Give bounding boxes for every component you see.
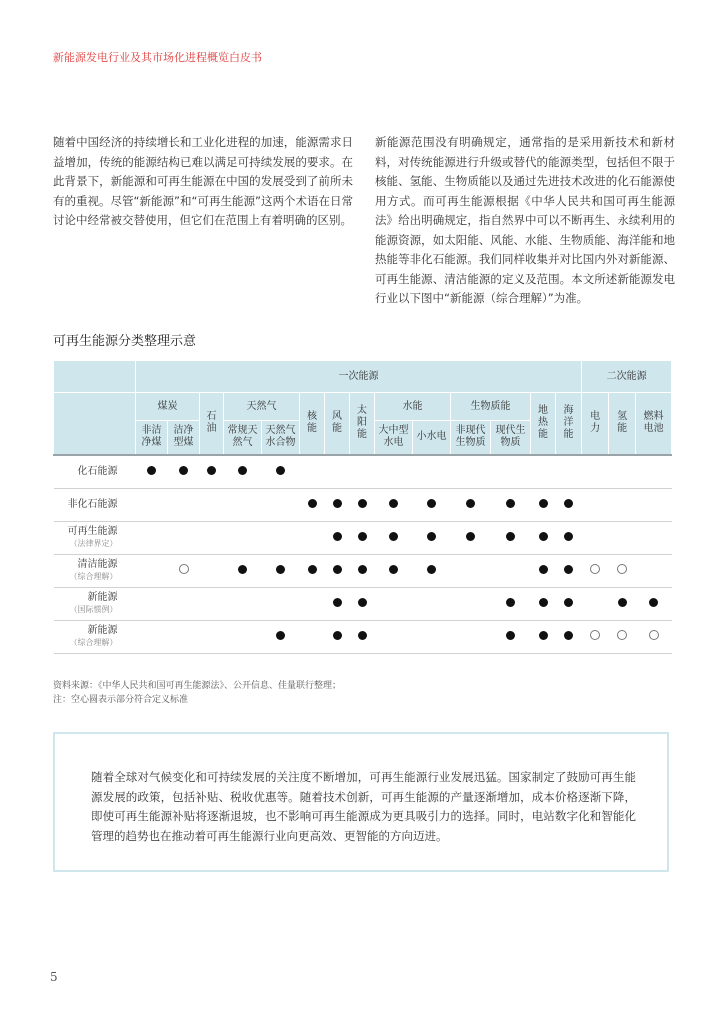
document-header-title: 新能源发电行业及其市场化进程概览白皮书 bbox=[53, 51, 262, 64]
table-cell bbox=[325, 455, 350, 489]
table-cell bbox=[200, 455, 224, 489]
callout-box bbox=[53, 732, 669, 872]
filled-circle-icon bbox=[333, 532, 342, 541]
table-row bbox=[54, 554, 672, 587]
table-cell bbox=[451, 455, 491, 489]
table-cell bbox=[609, 554, 636, 587]
row-label-text: 清洁能源 bbox=[77, 558, 118, 570]
filled-circle-icon bbox=[539, 565, 548, 574]
category-solar: 太阳能 bbox=[350, 393, 375, 455]
sub-large-hydro: 大中型水电 bbox=[375, 421, 413, 455]
filled-circle-icon bbox=[276, 565, 285, 574]
filled-circle-icon bbox=[358, 631, 367, 640]
category-hydrogen: 氢能 bbox=[609, 393, 636, 455]
table-cell bbox=[491, 554, 531, 587]
header-corner bbox=[54, 361, 136, 393]
filled-circle-icon bbox=[358, 598, 367, 607]
table-cell bbox=[136, 587, 168, 620]
filled-circle-icon bbox=[506, 631, 515, 640]
table-cell bbox=[350, 455, 375, 489]
table-cell bbox=[451, 554, 491, 587]
hollow-circle-icon bbox=[590, 630, 600, 640]
filled-circle-icon bbox=[506, 532, 515, 541]
row-label-text: 化石能源 bbox=[77, 465, 118, 477]
sub-nonmodern-biomass: 非现代生物质 bbox=[451, 421, 491, 455]
row-label-text: 非化石能源 bbox=[67, 498, 118, 510]
table-cell bbox=[300, 620, 325, 653]
source-note: 资料来源：《中华人民共和国可再生能源法》、公开信息、佳量联行整理； bbox=[53, 681, 342, 691]
hollow-circle-icon bbox=[179, 564, 189, 574]
table-cell bbox=[300, 587, 325, 620]
table-cell bbox=[531, 488, 556, 521]
filled-circle-icon bbox=[649, 598, 658, 607]
row-label bbox=[54, 620, 136, 653]
filled-circle-icon bbox=[539, 499, 548, 508]
filled-circle-icon bbox=[466, 532, 475, 541]
table-cell bbox=[168, 554, 200, 587]
header-corner-lower bbox=[54, 393, 136, 455]
filled-circle-icon bbox=[389, 499, 398, 508]
table-row bbox=[54, 488, 672, 521]
filled-circle-icon bbox=[333, 631, 342, 640]
table-cell bbox=[531, 554, 556, 587]
table-cell bbox=[224, 620, 262, 653]
table-cell bbox=[262, 587, 300, 620]
callout-text: 随着全球对气候变化和可持续发展的关注度不断增加，可再生能源行业发展迅猛。国家制定了鼓励可再生能源发展的政策，包括补贴、税收优惠等。随着技术创新，可再生能源的产量逐渐增加，成本价格逐渐下降，即使可再生能源补贴将逐渐退坡，也不影响可再生能源成为更具吸引力的选择。同时，电站数字化和智能化管理的趋势也在推动着可再生能源行业向更高效、更智能的方向迈进。 bbox=[91, 770, 636, 843]
filled-circle-icon bbox=[618, 598, 627, 607]
table-cell bbox=[224, 521, 262, 554]
table-cell bbox=[262, 620, 300, 653]
table-cell bbox=[491, 620, 531, 653]
table-cell bbox=[413, 521, 451, 554]
table-cell bbox=[136, 521, 168, 554]
table-cell bbox=[636, 455, 672, 489]
table-cell bbox=[375, 620, 413, 653]
category-power: 电力 bbox=[582, 393, 609, 455]
table-cell bbox=[582, 488, 609, 521]
table-cell bbox=[582, 521, 609, 554]
filled-circle-icon bbox=[238, 565, 247, 574]
table-cell bbox=[262, 554, 300, 587]
table-cell bbox=[375, 554, 413, 587]
filled-circle-icon bbox=[564, 631, 573, 640]
row-label-text: 新能源 bbox=[87, 591, 118, 603]
table-cell bbox=[636, 554, 672, 587]
table-cell bbox=[556, 554, 582, 587]
filled-circle-icon bbox=[358, 532, 367, 541]
table-cell bbox=[375, 587, 413, 620]
table-cell bbox=[491, 455, 531, 489]
sub-modern-biomass: 现代生物质 bbox=[491, 421, 531, 455]
table-cell bbox=[413, 554, 451, 587]
table-cell bbox=[451, 620, 491, 653]
table-cell bbox=[300, 488, 325, 521]
table-cell bbox=[609, 455, 636, 489]
table-cell bbox=[325, 521, 350, 554]
row-label bbox=[54, 587, 136, 620]
filled-circle-icon bbox=[564, 565, 573, 574]
table-cell bbox=[262, 521, 300, 554]
category-nuclear: 核能 bbox=[300, 393, 325, 455]
row-label bbox=[54, 488, 136, 521]
page-number: 5 bbox=[50, 970, 58, 984]
row-label bbox=[54, 554, 136, 587]
filled-circle-icon bbox=[427, 565, 436, 574]
sub-small-hydro: 小水电 bbox=[413, 421, 451, 455]
table-cell bbox=[136, 488, 168, 521]
section-title: 可再生能源分类整理示意 bbox=[53, 334, 197, 349]
intro-right-paragraph: 新能源范围没有明确规定，通常指的是采用新技术和新材料，对传统能源进行升级或替代的能源类型，包括但不限于核能、氢能、生物质能以及通过先进技术改进的化石能源使用方式。而可再生能源根据《中华人民共和国可再生能源法》给出明确规定，指自然界中可以不断再生、永续利用的能源资源，如太阳能、风能、水能、生物质能、海洋能和地热能等非化石能源。我们同样收集并对比国内外对新能源、可再生能源、清洁能源的定义及范围。本文所述新能源发电行业以下图中“新能源（综合理解）”为准。 bbox=[375, 135, 675, 305]
row-label-text: 可再生能源 bbox=[67, 525, 118, 537]
table-cell bbox=[451, 488, 491, 521]
table-cell bbox=[582, 455, 609, 489]
table-cell bbox=[636, 587, 672, 620]
table-cell bbox=[200, 587, 224, 620]
category-wind: 风能 bbox=[325, 393, 350, 455]
filled-circle-icon bbox=[333, 565, 342, 574]
filled-circle-icon bbox=[308, 565, 317, 574]
table-cell bbox=[200, 488, 224, 521]
hollow-circle-note: 注：空心圆表示部分符合定义标准 bbox=[53, 695, 189, 705]
table-cell bbox=[491, 488, 531, 521]
table-cell bbox=[582, 554, 609, 587]
table-cell bbox=[413, 620, 451, 653]
filled-circle-icon bbox=[427, 532, 436, 541]
table-cell bbox=[168, 587, 200, 620]
sub-clean-briquette: 洁净型煤 bbox=[168, 421, 200, 455]
table-cell bbox=[262, 455, 300, 489]
table-cell bbox=[300, 521, 325, 554]
hollow-circle-icon bbox=[617, 630, 627, 640]
table-cell bbox=[224, 554, 262, 587]
renewable-classification-table bbox=[53, 360, 672, 654]
table-cell bbox=[636, 521, 672, 554]
group-primary-energy: 一次能源 bbox=[136, 361, 582, 393]
filled-circle-icon bbox=[358, 499, 367, 508]
table-cell bbox=[556, 488, 582, 521]
hollow-circle-icon bbox=[590, 564, 600, 574]
table-cell bbox=[375, 455, 413, 489]
category-coal: 煤炭 bbox=[136, 393, 200, 421]
filled-circle-icon bbox=[564, 499, 573, 508]
table-cell bbox=[262, 488, 300, 521]
table-cell bbox=[200, 554, 224, 587]
table-cell bbox=[136, 620, 168, 653]
table-cell bbox=[350, 587, 375, 620]
table-cell bbox=[325, 587, 350, 620]
table-row bbox=[54, 620, 672, 653]
table-cell bbox=[451, 521, 491, 554]
table-cell bbox=[413, 488, 451, 521]
table-cell bbox=[136, 554, 168, 587]
table-cell bbox=[325, 488, 350, 521]
category-gas: 天然气 bbox=[224, 393, 300, 421]
table-cell bbox=[200, 620, 224, 653]
table-cell bbox=[636, 488, 672, 521]
table-cell bbox=[531, 587, 556, 620]
table-cell bbox=[224, 455, 262, 489]
filled-circle-icon bbox=[333, 499, 342, 508]
table-cell bbox=[582, 587, 609, 620]
table-cell bbox=[300, 554, 325, 587]
table-cell bbox=[224, 488, 262, 521]
category-oil: 石油 bbox=[200, 393, 224, 455]
filled-circle-icon bbox=[539, 631, 548, 640]
table-cell bbox=[582, 620, 609, 653]
category-ocean: 海洋能 bbox=[556, 393, 582, 455]
table-cell bbox=[200, 521, 224, 554]
row-label-subtext: （法律界定） bbox=[69, 538, 118, 548]
hollow-circle-icon bbox=[617, 564, 627, 574]
table-cell bbox=[609, 488, 636, 521]
table-cell bbox=[168, 521, 200, 554]
table-cell bbox=[375, 521, 413, 554]
row-label bbox=[54, 455, 136, 489]
group-secondary-energy: 二次能源 bbox=[582, 361, 672, 393]
table-cell bbox=[491, 587, 531, 620]
table-cell bbox=[168, 620, 200, 653]
category-fuel-cell: 燃料电池 bbox=[636, 393, 672, 455]
table-cell bbox=[609, 620, 636, 653]
table-cell bbox=[413, 455, 451, 489]
table-cell bbox=[556, 455, 582, 489]
intro-left-paragraph: 随着中国经济的持续增长和工业化进程的加速，能源需求日益增加，传统的能源结构已难以满足可持续发展的要求。在此背景下，新能源和可再生能源在中国的发展受到了前所未有的重视。尽管“新能源”和“可再生能源”这两个术语在日常讨论中经常被交替使用，但它们在范围上有着明确的区别。 bbox=[53, 135, 353, 227]
row-label-text: 新能源 bbox=[87, 624, 118, 636]
table-cell bbox=[350, 554, 375, 587]
category-geothermal: 地热能 bbox=[531, 393, 556, 455]
filled-circle-icon bbox=[466, 499, 475, 508]
filled-circle-icon bbox=[506, 598, 515, 607]
category-hydro: 水能 bbox=[375, 393, 451, 421]
table-cell bbox=[350, 620, 375, 653]
table-cell bbox=[491, 521, 531, 554]
row-label-subtext: （综合理解） bbox=[69, 571, 118, 581]
filled-circle-icon bbox=[358, 565, 367, 574]
table-row bbox=[54, 587, 672, 620]
table-cell bbox=[325, 554, 350, 587]
row-label-subtext: （综合理解） bbox=[69, 637, 118, 647]
table-cell bbox=[609, 521, 636, 554]
table-row bbox=[54, 521, 672, 554]
sub-gas-hydrate: 天然气水合物 bbox=[262, 421, 300, 455]
table-cell bbox=[350, 521, 375, 554]
category-biomass: 生物质能 bbox=[451, 393, 531, 421]
hollow-circle-icon bbox=[649, 630, 659, 640]
filled-circle-icon bbox=[427, 499, 436, 508]
table-cell bbox=[556, 587, 582, 620]
filled-circle-icon bbox=[147, 466, 156, 475]
table-row bbox=[54, 455, 672, 489]
table-cell bbox=[168, 455, 200, 489]
table-cell bbox=[375, 488, 413, 521]
row-label-subtext: （国际惯例） bbox=[69, 604, 118, 614]
filled-circle-icon bbox=[564, 532, 573, 541]
filled-circle-icon bbox=[276, 466, 285, 475]
filled-circle-icon bbox=[539, 598, 548, 607]
sub-conventional-gas: 常规天然气 bbox=[224, 421, 262, 455]
table-cell bbox=[636, 620, 672, 653]
table-cell bbox=[168, 488, 200, 521]
table-cell bbox=[350, 488, 375, 521]
table-cell bbox=[556, 620, 582, 653]
filled-circle-icon bbox=[389, 532, 398, 541]
table-cell bbox=[300, 455, 325, 489]
row-label bbox=[54, 521, 136, 554]
table-cell bbox=[531, 521, 556, 554]
filled-circle-icon bbox=[207, 466, 216, 475]
filled-circle-icon bbox=[539, 532, 548, 541]
table-cell bbox=[451, 587, 491, 620]
table-cell bbox=[531, 620, 556, 653]
filled-circle-icon bbox=[506, 499, 515, 508]
filled-circle-icon bbox=[564, 598, 573, 607]
table-cell bbox=[413, 587, 451, 620]
filled-circle-icon bbox=[333, 598, 342, 607]
filled-circle-icon bbox=[179, 466, 188, 475]
filled-circle-icon bbox=[389, 565, 398, 574]
table-cell bbox=[136, 455, 168, 489]
table-cell bbox=[325, 620, 350, 653]
filled-circle-icon bbox=[238, 466, 247, 475]
filled-circle-icon bbox=[276, 631, 285, 640]
sub-nonclean-coal: 非洁净煤 bbox=[136, 421, 168, 455]
table-cell bbox=[609, 587, 636, 620]
table-cell bbox=[556, 521, 582, 554]
table-cell bbox=[224, 587, 262, 620]
filled-circle-icon bbox=[308, 499, 317, 508]
table-cell bbox=[531, 455, 556, 489]
